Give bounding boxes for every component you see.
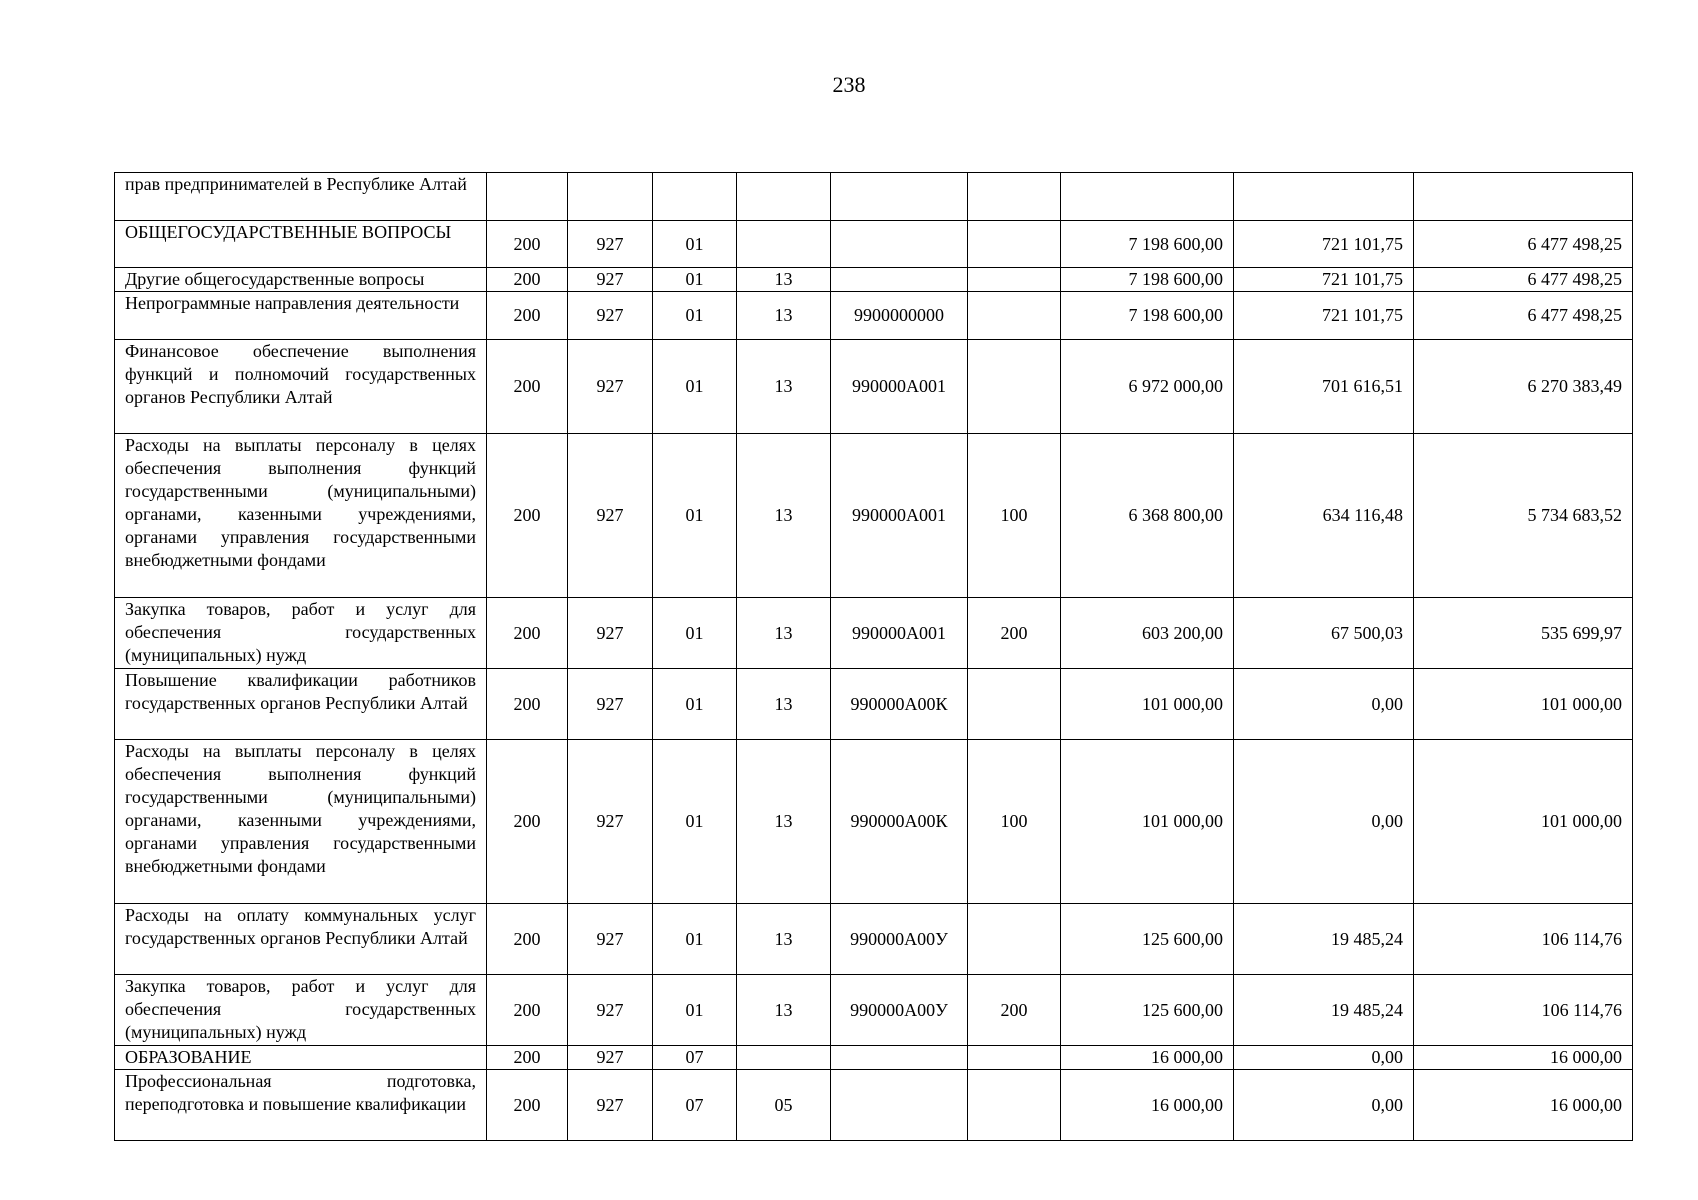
table-row <box>115 904 1633 975</box>
cell-expense-type <box>968 1046 1061 1070</box>
cell-spent: 701 616,51 <box>1234 340 1414 434</box>
cell-spent: 0,00 <box>1234 1070 1414 1141</box>
cell-spent: 0,00 <box>1234 1046 1414 1070</box>
cell-target-article <box>831 268 968 292</box>
cell-spent <box>1234 173 1414 221</box>
cell-subsection: 13 <box>737 904 831 975</box>
cell-target-article: 990000А001 <box>831 340 968 434</box>
cell-expense-type: 100 <box>968 434 1061 598</box>
cell-spent: 0,00 <box>1234 740 1414 904</box>
cell-section: 07 <box>653 1070 737 1141</box>
cell-spent: 0,00 <box>1234 669 1414 740</box>
cell-code-2: 927 <box>568 904 653 975</box>
cell-expense-type <box>968 340 1061 434</box>
cell-name: Финансовое обеспечение выполнения функций и полномочий государственных органов Республики Алтай <box>115 340 487 434</box>
cell-expense-type <box>968 1070 1061 1141</box>
cell-rest: 106 114,76 <box>1414 904 1633 975</box>
cell-code-1: 200 <box>487 340 568 434</box>
cell-spent: 67 500,03 <box>1234 598 1414 669</box>
budget-table <box>114 172 1633 1141</box>
cell-expense-type <box>968 292 1061 340</box>
cell-code-1: 200 <box>487 598 568 669</box>
cell-code-1: 200 <box>487 1046 568 1070</box>
cell-plan <box>1061 173 1234 221</box>
cell-target-article: 990000А00У <box>831 904 968 975</box>
cell-code-1: 200 <box>487 221 568 268</box>
cell-target-article <box>831 173 968 221</box>
cell-code-2: 927 <box>568 975 653 1046</box>
cell-code-2 <box>568 173 653 221</box>
cell-expense-type <box>968 173 1061 221</box>
cell-plan: 125 600,00 <box>1061 904 1234 975</box>
cell-rest: 535 699,97 <box>1414 598 1633 669</box>
table-row <box>115 292 1633 340</box>
cell-target-article: 990000А00К <box>831 669 968 740</box>
cell-section: 01 <box>653 268 737 292</box>
cell-subsection: 13 <box>737 434 831 598</box>
cell-target-article: 990000А001 <box>831 598 968 669</box>
cell-section: 07 <box>653 1046 737 1070</box>
cell-rest: 6 477 498,25 <box>1414 221 1633 268</box>
cell-subsection <box>737 173 831 221</box>
cell-plan: 603 200,00 <box>1061 598 1234 669</box>
cell-name: Расходы на выплаты персоналу в целях обеспечения выполнения функций государственными (муниципальными) органами, казенными учреждениями, органами управления государственными внебюджетными фондами <box>115 740 487 904</box>
cell-code-1: 200 <box>487 1070 568 1141</box>
cell-expense-type: 200 <box>968 598 1061 669</box>
cell-code-2: 927 <box>568 292 653 340</box>
table-row <box>115 434 1633 598</box>
cell-rest: 6 270 383,49 <box>1414 340 1633 434</box>
cell-section: 01 <box>653 669 737 740</box>
table-row <box>115 740 1633 904</box>
cell-target-article <box>831 1070 968 1141</box>
cell-rest: 6 477 498,25 <box>1414 268 1633 292</box>
cell-spent: 19 485,24 <box>1234 904 1414 975</box>
table-row <box>115 598 1633 669</box>
cell-subsection: 13 <box>737 292 831 340</box>
cell-rest: 16 000,00 <box>1414 1046 1633 1070</box>
cell-section: 01 <box>653 598 737 669</box>
cell-section: 01 <box>653 340 737 434</box>
cell-code-1: 200 <box>487 434 568 598</box>
table-row <box>115 221 1633 268</box>
cell-code-2: 927 <box>568 340 653 434</box>
cell-section: 01 <box>653 740 737 904</box>
cell-subsection: 13 <box>737 669 831 740</box>
cell-name: ОБЩЕГОСУДАРСТВЕННЫЕ ВОПРОСЫ <box>115 221 487 268</box>
cell-plan: 125 600,00 <box>1061 975 1234 1046</box>
cell-target-article: 990000А001 <box>831 434 968 598</box>
cell-section: 01 <box>653 292 737 340</box>
cell-plan: 6 972 000,00 <box>1061 340 1234 434</box>
cell-code-2: 927 <box>568 1046 653 1070</box>
cell-code-1: 200 <box>487 904 568 975</box>
cell-name: Другие общегосударственные вопросы <box>115 268 487 292</box>
cell-section: 01 <box>653 434 737 598</box>
cell-code-2: 927 <box>568 434 653 598</box>
cell-code-2: 927 <box>568 669 653 740</box>
table-row <box>115 173 1633 221</box>
cell-code-2: 927 <box>568 268 653 292</box>
cell-rest: 101 000,00 <box>1414 740 1633 904</box>
cell-spent: 721 101,75 <box>1234 221 1414 268</box>
cell-plan: 6 368 800,00 <box>1061 434 1234 598</box>
cell-target-article: 9900000000 <box>831 292 968 340</box>
cell-rest: 16 000,00 <box>1414 1070 1633 1141</box>
cell-subsection: 13 <box>737 975 831 1046</box>
cell-plan: 16 000,00 <box>1061 1070 1234 1141</box>
cell-plan: 7 198 600,00 <box>1061 221 1234 268</box>
cell-name: ОБРАЗОВАНИЕ <box>115 1046 487 1070</box>
cell-name: Повышение квалификации работников государственных органов Республики Алтай <box>115 669 487 740</box>
cell-code-1: 200 <box>487 740 568 904</box>
cell-name: Профессиональная подготовка, переподготовка и повышение квалификации <box>115 1070 487 1141</box>
cell-subsection: 05 <box>737 1070 831 1141</box>
cell-rest: 6 477 498,25 <box>1414 292 1633 340</box>
cell-target-article: 990000А00К <box>831 740 968 904</box>
cell-name: Расходы на оплату коммунальных услуг государственных органов Республики Алтай <box>115 904 487 975</box>
cell-section <box>653 173 737 221</box>
cell-rest: 106 114,76 <box>1414 975 1633 1046</box>
cell-code-2: 927 <box>568 740 653 904</box>
cell-rest <box>1414 173 1633 221</box>
cell-subsection <box>737 221 831 268</box>
cell-name: Закупка товаров, работ и услуг для обеспечения государственных (муниципальных) нужд <box>115 975 487 1046</box>
cell-subsection: 13 <box>737 598 831 669</box>
cell-section: 01 <box>653 221 737 268</box>
cell-spent: 721 101,75 <box>1234 292 1414 340</box>
cell-target-article: 990000А00У <box>831 975 968 1046</box>
table-row <box>115 669 1633 740</box>
cell-spent: 634 116,48 <box>1234 434 1414 598</box>
table-row <box>115 268 1633 292</box>
cell-spent: 19 485,24 <box>1234 975 1414 1046</box>
cell-code-2: 927 <box>568 598 653 669</box>
cell-name: прав предпринимателей в Республике Алтай <box>115 173 487 221</box>
cell-section: 01 <box>653 904 737 975</box>
cell-name: Непрограммные направления деятельности <box>115 292 487 340</box>
cell-expense-type <box>968 904 1061 975</box>
page-number: 238 <box>832 72 866 97</box>
cell-target-article <box>831 1046 968 1070</box>
cell-plan: 16 000,00 <box>1061 1046 1234 1070</box>
cell-expense-type <box>968 221 1061 268</box>
cell-name: Расходы на выплаты персоналу в целях обеспечения выполнения функций государственными (муниципальными) органами, казенными учреждениями, органами управления государственными внебюджетными фондами <box>115 434 487 598</box>
cell-target-article <box>831 221 968 268</box>
table-row <box>115 1070 1633 1141</box>
cell-plan: 7 198 600,00 <box>1061 268 1234 292</box>
cell-plan: 101 000,00 <box>1061 669 1234 740</box>
cell-code-1: 200 <box>487 268 568 292</box>
cell-code-1: 200 <box>487 292 568 340</box>
cell-code-1: 200 <box>487 669 568 740</box>
cell-code-2: 927 <box>568 1070 653 1141</box>
cell-rest: 101 000,00 <box>1414 669 1633 740</box>
cell-rest: 5 734 683,52 <box>1414 434 1633 598</box>
table-row <box>115 1046 1633 1070</box>
cell-expense-type <box>968 268 1061 292</box>
cell-subsection: 13 <box>737 340 831 434</box>
cell-subsection <box>737 1046 831 1070</box>
cell-expense-type <box>968 669 1061 740</box>
table-body <box>115 173 1633 1141</box>
cell-code-1: 200 <box>487 975 568 1046</box>
cell-code-2: 927 <box>568 221 653 268</box>
cell-spent: 721 101,75 <box>1234 268 1414 292</box>
cell-section: 01 <box>653 975 737 1046</box>
table-row <box>115 975 1633 1046</box>
cell-expense-type: 200 <box>968 975 1061 1046</box>
cell-name: Закупка товаров, работ и услуг для обеспечения государственных (муниципальных) нужд <box>115 598 487 669</box>
cell-expense-type: 100 <box>968 740 1061 904</box>
cell-plan: 7 198 600,00 <box>1061 292 1234 340</box>
cell-subsection: 13 <box>737 268 831 292</box>
cell-subsection: 13 <box>737 740 831 904</box>
cell-code-1 <box>487 173 568 221</box>
cell-plan: 101 000,00 <box>1061 740 1234 904</box>
table-row <box>115 340 1633 434</box>
